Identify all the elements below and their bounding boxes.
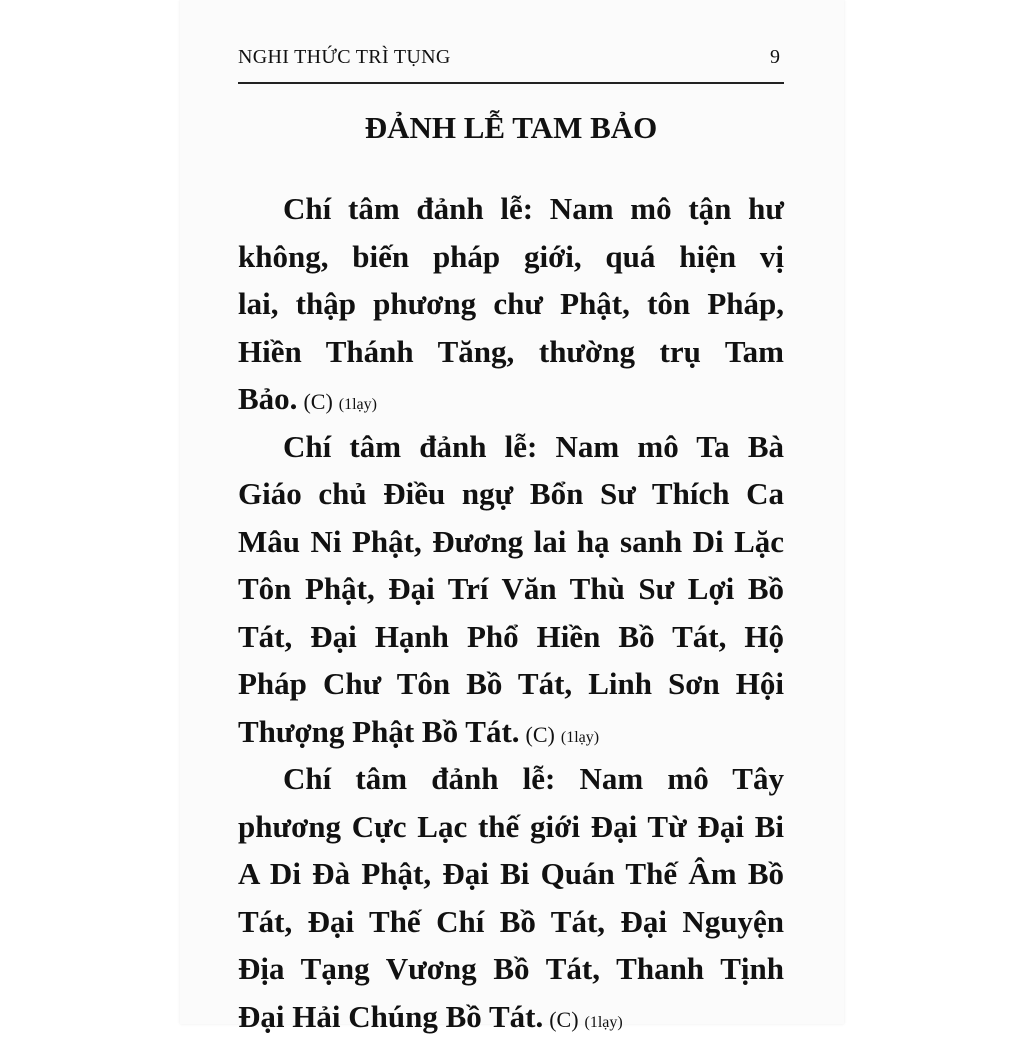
text-line-last bbox=[238, 993, 784, 1041]
response-note: (C) bbox=[549, 1006, 579, 1032]
text-line-last bbox=[238, 375, 784, 423]
text-line: Chí tâm đảnh lễ: Nam mô Tây bbox=[283, 761, 784, 796]
page-header bbox=[238, 44, 784, 84]
text-line: Giáo chủ Điều ngự Bổn Sư Thích Ca bbox=[238, 476, 784, 511]
response-note: (C) bbox=[303, 389, 333, 414]
text-line: A Di Đà Phật, Đại Bi Quán Thế Âm Bồ bbox=[238, 856, 784, 891]
text-line: Pháp Chư Tôn Bồ Tát, Linh Sơn Hội bbox=[238, 666, 784, 701]
text-line: phương Cực Lạc thế giới Đại Từ Đại Bi bbox=[238, 808, 784, 844]
page-number: 9 bbox=[770, 46, 780, 68]
text-line: không, biến pháp giới, quá hiện vị bbox=[238, 238, 784, 274]
response-note: (C) bbox=[525, 721, 555, 747]
text-line: Chí tâm đảnh lễ: Nam mô tận hư bbox=[283, 191, 784, 226]
text-line-content: Thượng Phật Bồ Tát. bbox=[238, 713, 520, 749]
text-line: Chí tâm đảnh lễ: Nam mô Ta Bà bbox=[283, 428, 784, 464]
text-line: Hiền Thánh Tăng, thường trụ Tam bbox=[238, 333, 784, 369]
text-line: Mâu Ni Phật, Đương lai hạ sanh Di Lặc bbox=[238, 523, 784, 559]
prostration-note: (1lạy) bbox=[338, 396, 377, 413]
text-line: Tôn Phật, Đại Trí Văn Thù Sư Lợi Bồ bbox=[238, 571, 784, 606]
text-line-last bbox=[238, 708, 784, 756]
text-line: Địa Tạng Vương Bồ Tát, Thanh Tịnh bbox=[238, 951, 784, 986]
prostration-note: (1lạy) bbox=[560, 728, 600, 746]
body-text bbox=[238, 185, 784, 1040]
prostration-note: (1lạy) bbox=[584, 1013, 623, 1031]
text-line: Tát, Đại Hạnh Phổ Hiền Bồ Tát, Hộ bbox=[238, 618, 784, 654]
text-line: Tát, Đại Thế Chí Bồ Tát, Đại Nguyện bbox=[238, 903, 784, 939]
chapter-title: ĐẢNH LỄ TAM BẢO bbox=[364, 110, 658, 145]
running-title: NGHI THỨC TRÌ TỤNG bbox=[238, 46, 451, 68]
text-line: lai, thập phương chư Phật, tôn Pháp, bbox=[238, 286, 784, 321]
text-line-content: Đại Hải Chúng Bồ Tát. bbox=[238, 998, 544, 1034]
text-line-content: Bảo. bbox=[238, 381, 298, 416]
